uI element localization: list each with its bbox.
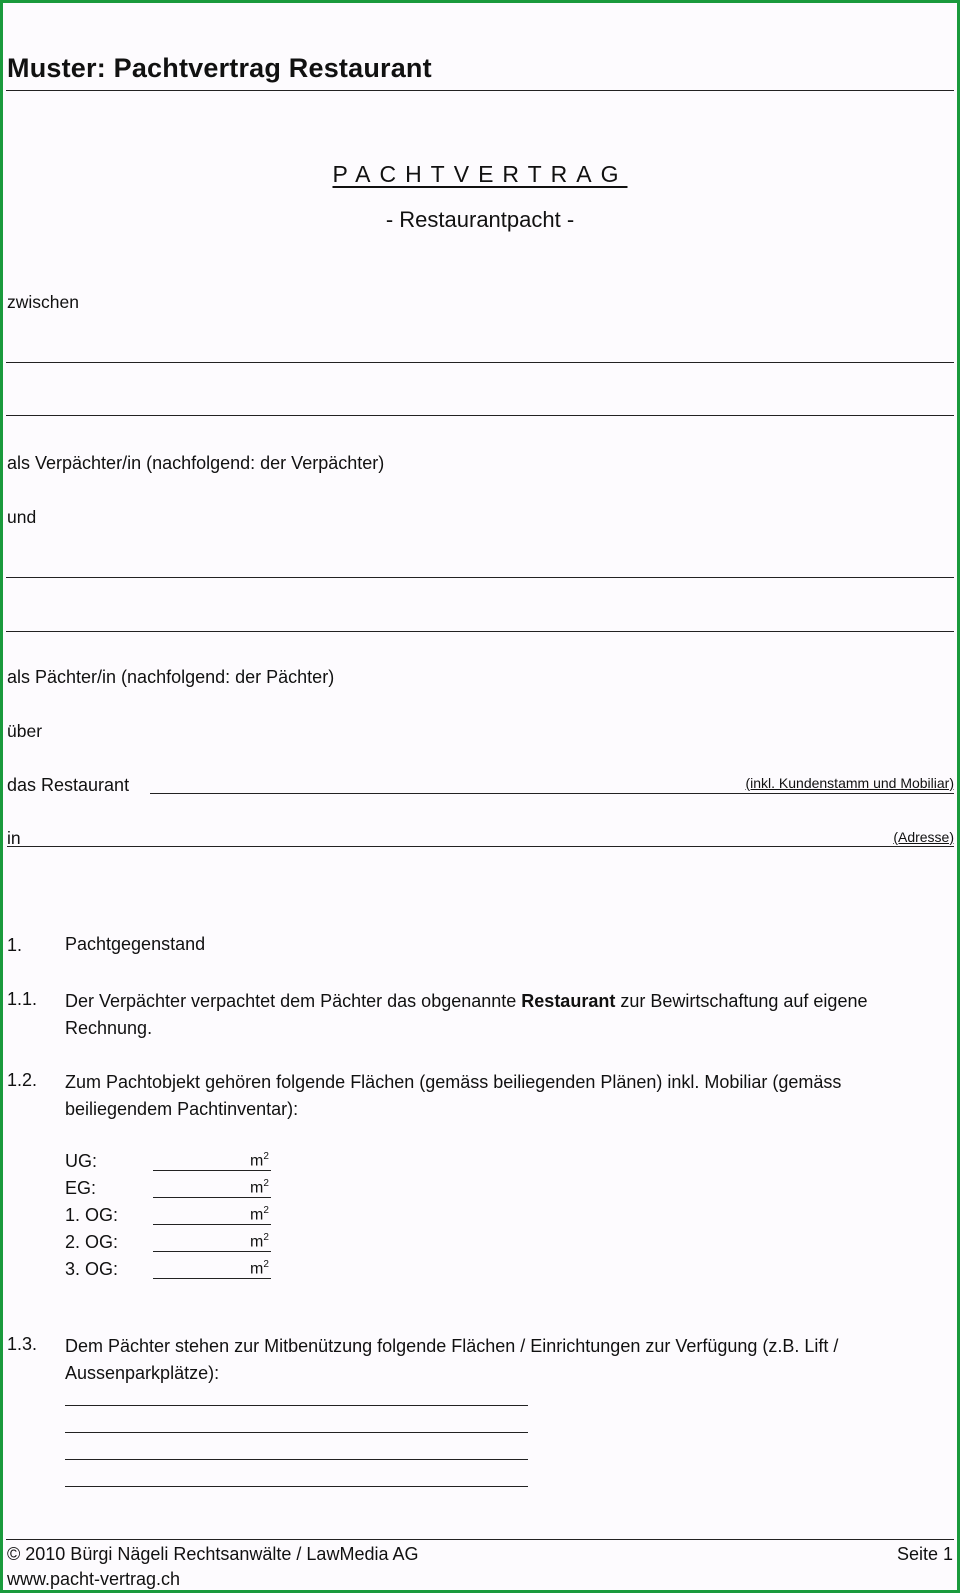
shared-facilities-line[interactable]: [65, 1405, 528, 1406]
between-label: zwischen: [7, 292, 79, 312]
title-rule: [6, 90, 954, 91]
restaurant-name-line[interactable]: [150, 793, 954, 794]
footer-page-number: Seite 1: [896, 1544, 953, 1564]
restaurant-hint: (inkl. Kundenstamm und Mobiliar): [745, 775, 954, 791]
lessee-address-line[interactable]: [6, 631, 954, 632]
lessee-name-line[interactable]: [6, 577, 954, 578]
footer-url[interactable]: www.pacht-vertrag.ch: [7, 1569, 181, 1589]
clause-1-2-text: Zum Pachtobjekt gehören folgende Flächen (gemäss beiliegenden Plänen) inkl. Mobiliar (gemäss beiliegendem Pachtinventar):: [65, 1072, 842, 1119]
shared-facilities-line[interactable]: [65, 1459, 528, 1460]
section-heading: Pachtgegenstand: [65, 934, 206, 954]
contract-title: PACHTVERTRAG: [332, 161, 628, 187]
document-title: Muster: Pachtvertrag Restaurant: [7, 53, 432, 83]
and-label: und: [7, 507, 37, 527]
area-unit-1og: $m^2$: [250, 1205, 269, 1224]
area-unit-eg: $m^2$: [250, 1178, 269, 1197]
clause-1-3-number: 1.3.: [7, 1334, 38, 1354]
area-label-3og: 3. OG:: [65, 1259, 119, 1279]
lessor-address-line[interactable]: [6, 415, 954, 416]
lessee-role-label: als Pächter/in (nachfolgend: der Pächter): [7, 667, 335, 687]
area-label-1og: 1. OG:: [65, 1205, 119, 1225]
location-label: in: [7, 828, 21, 848]
shared-facilities-line[interactable]: [65, 1432, 528, 1433]
lessor-role-label: als Verpächter/in (nachfolgend: der Verpächter): [7, 453, 385, 473]
location-line[interactable]: [7, 846, 954, 847]
section-number: 1.: [7, 935, 23, 955]
area-label-eg: EG:: [65, 1178, 97, 1198]
clause-1-1-pre: Der Verpächter verpachtet dem Pächter das obgenannte: [65, 991, 522, 1011]
lessor-name-line[interactable]: [6, 362, 954, 363]
clause-1-1-bold: Restaurant: [521, 991, 616, 1011]
shared-facilities-line[interactable]: [65, 1486, 528, 1487]
clause-1-3-text: Dem Pächter stehen zur Mitbenützung folgende Flächen / Einrichtungen zur Verfügung (z.B. Lift / Aussenparkplätze):: [65, 1336, 839, 1383]
area-label-ug: UG:: [65, 1151, 98, 1171]
footer-copyright: © 2010 Bürgi Nägeli Rechtsanwälte / LawMedia AG: [7, 1544, 419, 1564]
clause-1-2-number: 1.2.: [7, 1070, 38, 1090]
clause-1-1-post: zur Bewirtschaftung auf eigene Rechnung.: [65, 991, 868, 1038]
about-label: über: [7, 721, 43, 741]
clause-1-1-number: 1.1.: [7, 989, 38, 1009]
contract-subtitle: - Restaurantpacht -: [385, 207, 575, 232]
footer-rule: [6, 1539, 954, 1540]
clause-1-1-text: [65, 988, 939, 1042]
location-hint: (Adresse): [893, 829, 954, 845]
restaurant-label: das Restaurant: [7, 775, 130, 795]
area-label-2og: 2. OG:: [65, 1232, 119, 1252]
area-unit-3og: $m^2$: [250, 1259, 269, 1278]
area-unit-ug: $m^2$: [250, 1151, 269, 1170]
area-unit-2og: $m^2$: [250, 1232, 269, 1251]
